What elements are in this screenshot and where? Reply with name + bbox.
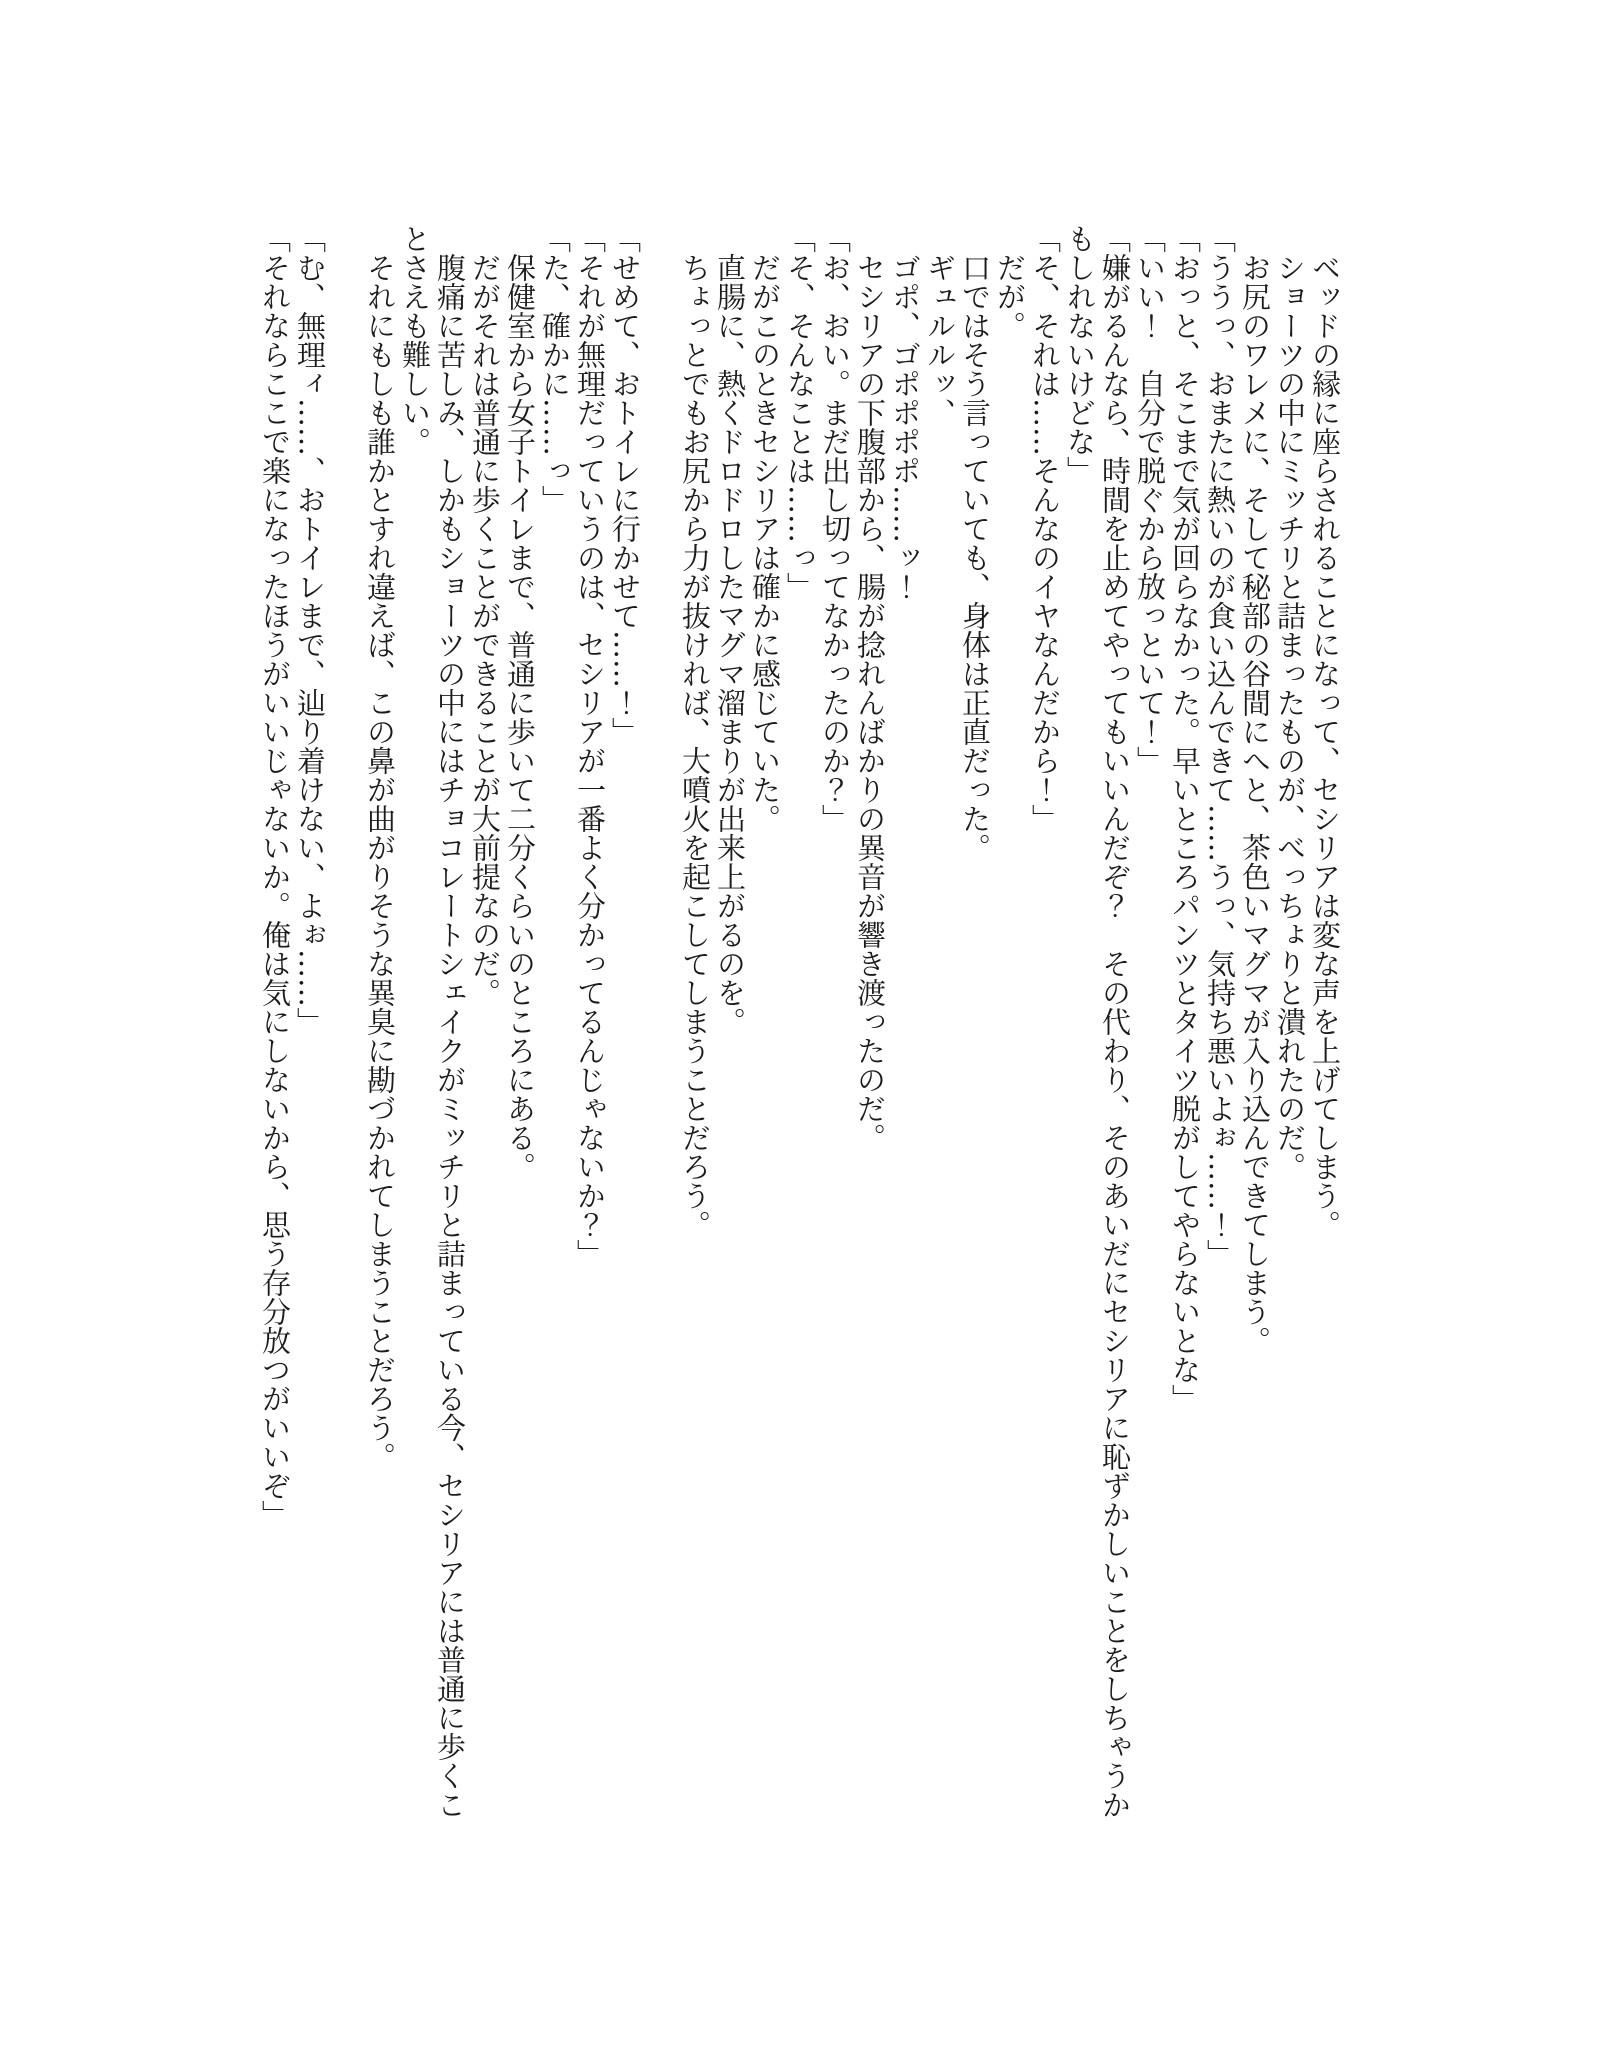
paragraph-dialogue: 「た、確かに……っ」 [538, 224, 572, 514]
scene-block-2 [362, 224, 642, 1824]
paragraph-narration: ベッドの縁に座らされることになって、セシリアは変な声を上げてしまう。 [1308, 253, 1342, 1239]
paragraph-narration: それにもしも誰かとすれ違えば、この鼻が曲がりそうな異臭に勘づかれてしまうことだろう。 [363, 253, 397, 1471]
paragraph-narration: お尻のワレメに、そして秘部の谷間にへと、茶色いマグマが入り込んできてしまう。 [1238, 253, 1272, 1355]
scene-block-1 [677, 224, 1342, 1824]
paragraph-narration: 口ではそう言っていても、身体は正直だった。 [958, 253, 992, 862]
paragraph-dialogue: 「お、おい。まだ出し切ってなかったのか？」 [818, 224, 852, 833]
scene-block-3 [257, 224, 327, 1824]
paragraph-dialogue: 「おっと、そこまで気が回らなかった。早いところパンツとタイツ脱がしてやらないとな」 [1168, 224, 1202, 1413]
paragraph-narration: セシリアの下腹部から、腸が捻れんばかりの異音が響き渡ったのだ。 [853, 253, 887, 1152]
paragraph-narration: 保健室から女子トイレまで、普通に歩いて二分くらいのところにある。 [503, 253, 537, 1181]
paragraph-narration: ゴポ、ゴポポポポ……ッ！ [888, 253, 922, 601]
paragraph-dialogue: 「そ、それは……そんなのイヤなんだから！」 [1028, 224, 1062, 833]
paragraph-dialogue: 「そ、そんなことは……っ」 [783, 224, 817, 601]
paragraph-dialogue: 「ううっ、おまたに熱いのが食い込んできて……うっ、気持ち悪いよぉ……！」 [1203, 224, 1237, 1268]
paragraph-dialogue: 「いい！ 自分で脱ぐから放っといて！」 [1133, 224, 1167, 775]
paragraph-narration: 直腸に、熱くドロドロしたマグマ溜まりが出来上がるのを。 [713, 253, 747, 1036]
paragraph-narration: だがそれは普通に歩くことができることが大前提なのだ。 [468, 253, 502, 1007]
novel-text-body [257, 224, 1342, 1824]
paragraph-narration: だがこのときセシリアは確かに感じていた。 [748, 253, 782, 833]
paragraph-narration: ショーツの中にミッチリと詰まったものが、べっちょりと潰れたのだ。 [1273, 253, 1307, 1181]
paragraph-narration: 腹痛に苦しみ、しかもショーツの中にはチョコレートシェイクがミッチリと詰まっている今、セシリアには普通に歩くことさえも難しい。 [398, 224, 467, 1819]
paragraph-dialogue: 「それが無理だっていうのは、セシリアが一番よく分かってるんじゃないか？」 [573, 224, 607, 1268]
paragraph-narration: ギュルルッ、 [923, 253, 957, 427]
paragraph-dialogue: 「それならここで楽になったほうがいいじゃないか。俺は気にしないから、思う存分放つがいいぞ」 [258, 224, 292, 1529]
paragraph-narration: だが。 [993, 253, 1027, 340]
paragraph-narration: ちょっとでもお尻から力が抜ければ、大噴火を起こしてしまうことだろう。 [678, 253, 712, 1239]
paragraph-dialogue: 「嫌がるんなら、時間を止めてやってもいいんだぞ？ その代わり、そのあいだにセシリアに恥ずかしいことをしちゃうかもしれないけどな」 [1063, 224, 1132, 1819]
paragraph-dialogue: 「む、無理ィ……、おトイレまで、辿り着けない、よぉ……」 [293, 224, 327, 1036]
paragraph-dialogue: 「せめて、おトイレに行かせて……！」 [608, 224, 642, 746]
